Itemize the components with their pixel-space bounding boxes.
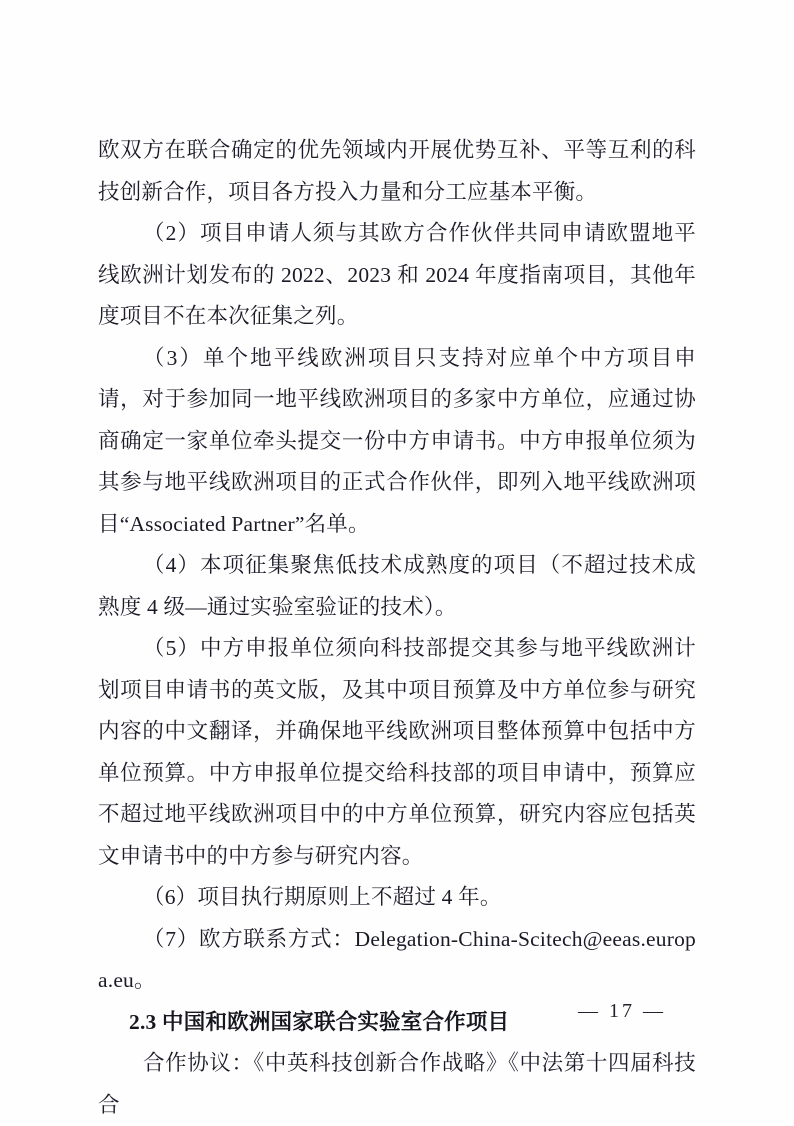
page-text-body (98, 130, 696, 1126)
paragraph-continuation: 欧双方在联合确定的优先领域内开展优势互补、平等互利的科技创新合作，项目各方投入力量和分工应基本平衡。 (98, 138, 696, 204)
paragraph-item-3: （3）单个地平线欧洲项目只支持对应单个中方项目申请，对于参加同一地平线欧洲项目的多家中方单位，应通过协商确定一家单位牵头提交一份中方申请书。中方申报单位须为其参与地平线欧洲项目的正式合作伙伴，即列入地平线欧洲项目“Associated Partner”名单。 (98, 345, 696, 536)
page-number-label: — 17 — (578, 1000, 666, 1022)
page-footer (0, 1000, 794, 1023)
paragraph-item-6: （6）项目执行期原则上不超过 4 年。 (143, 885, 502, 909)
paragraph-item-5: （5）中方申报单位须向科技部提交其参与地平线欧洲计划项目申请书的英文版，及其中项目预算及中方单位参与研究内容的中文翻译，并确保地平线欧洲项目整体预算中包括中方单位预算。中方申报单位提交给科技部的项目申请中，预算应不超过地平线欧洲项目中的中方单位预算，研究内容应包括英文申请书中的中方参与研究内容。 (98, 636, 696, 868)
paragraph-item-7-contact: （7）欧方联系方式：Delegation-China-Scitech@eeas.europa.eu。 (98, 926, 696, 992)
paragraph-item-2: （2）项目申请人须与其欧方合作伙伴共同申请欧盟地平线欧洲计划发布的 2022、2023 和 2024 年度指南项目，其他年度项目不在本次征集之列。 (98, 221, 696, 328)
section-heading-2-3: 2.3 中国和欧洲国家联合实验室合作项目 (129, 1009, 510, 1034)
paragraph-item-4: （4）本项征集聚焦低技术成熟度的项目（不超过技术成熟度 4 级—通过实验室验证的技术）。 (98, 553, 696, 619)
paragraph-cooperation-agreements: 合作协议：《中英科技创新合作战略》《中法第十四届科技合 (98, 1051, 696, 1117)
